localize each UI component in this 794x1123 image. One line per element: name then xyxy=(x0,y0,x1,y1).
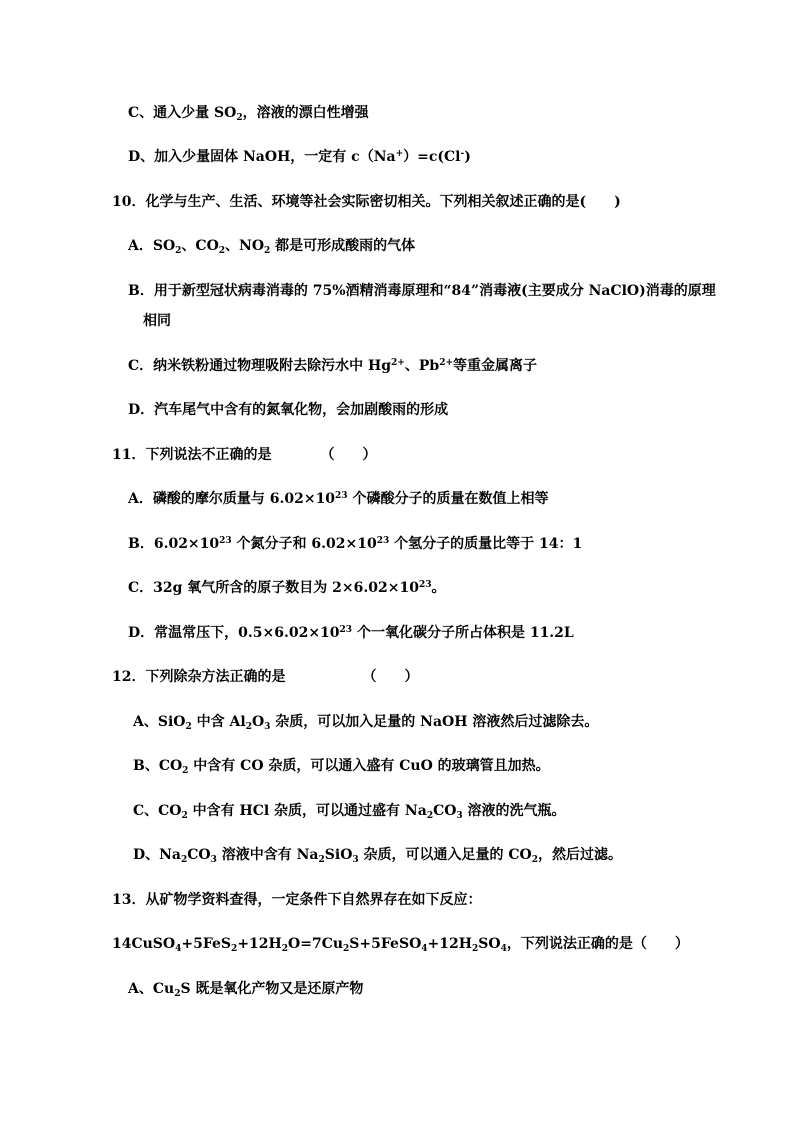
q12-option-b: B、$CO_2$ 中含有 CO 杂质，可以通入盛有 CuO 的玻璃管且加热。 xyxy=(133,758,550,776)
q9-option-c: C、通入少量 $SO_2$，溶液的漂白性增强 xyxy=(128,105,369,123)
q11-option-a: A．磷酸的摩尔质量与 $6.02\times 10^{23}$ 个磷酸分子的质量在数值上相等 xyxy=(128,491,549,507)
q10-option-b-line1: B．用于新型冠状病毒消毒的 75%酒精消毒原理和“84”消毒液(主要成分 NaClO)消毒的原理 xyxy=(128,283,716,299)
q13-stem: 13．从矿物学资料查得，一定条件下自然界存在如下反应： xyxy=(112,892,482,908)
q13-option-a: A、$Cu_2S$ 既是氧化产物又是还原产物 xyxy=(128,981,364,999)
q13-equation: $14CuSO_4+5FeS_2+12H_2O=7Cu_2S+5FeSO_4+12H_2SO_4$，下列说法正确的是（ ） xyxy=(112,936,689,954)
q10-option-b-line2: 相同 xyxy=(143,313,171,329)
q10-option-d: D．汽车尾气中含有的氮氧化物，会加剧酸雨的形成 xyxy=(128,402,449,418)
q10-option-c: C．纳米铁粉通过物理吸附去除污水中 $Hg^{2+}$、$Pb^{2+}$等重金属离子 xyxy=(128,358,537,374)
q11-stem: 11．下列说法不正确的是 （ ） xyxy=(112,447,377,463)
q9-option-d: D、加入少量固体 NaOH，一定有 c（Na+）=c(Cl-) xyxy=(128,149,471,165)
q12-stem: 12．下列除杂方法正确的是 （ ） xyxy=(112,669,419,685)
q12-option-a: A、SiO$_2$ 中含 $Al_2O_3$ 杂质，可以加入足量的 NaOH 溶液然后过滤除去。 xyxy=(133,714,599,732)
q12-option-d: D、$Na_2CO_3$ 溶液中含有 $Na_2SiO_3$ 杂质，可以通入足量的 $CO_2$，然后过滤。 xyxy=(133,847,623,865)
q11-option-c: C．32g 氧气所含的原子数目为 $2\times 6.02\times 10^{23}$。 xyxy=(128,580,446,596)
q10-option-a: A．$SO_2$、$CO_2$、$NO_2$ 都是可形成酸雨的气体 xyxy=(128,238,416,256)
q11-option-d: D．常温常压下，$0.5\times 6.02\times 10^{23}$ 个一氧化碳分子所占体积是 11.2L xyxy=(128,625,574,641)
q12-option-c: C、$CO_2$ 中含有 HCl 杂质，可以通过盛有 $Na_2CO_3$ 溶液的洗气瓶。 xyxy=(133,803,566,821)
q11-option-b: B．$6.02\times 10^{23}$ 个氮分子和 $6.02\times 10^{23}$ 个氢分子的质量比等于 14：1 xyxy=(128,536,583,552)
q10-stem: 10．化学与生产、生活、环境等社会实际密切相关。下列相关叙述正确的是( ) xyxy=(112,194,621,210)
